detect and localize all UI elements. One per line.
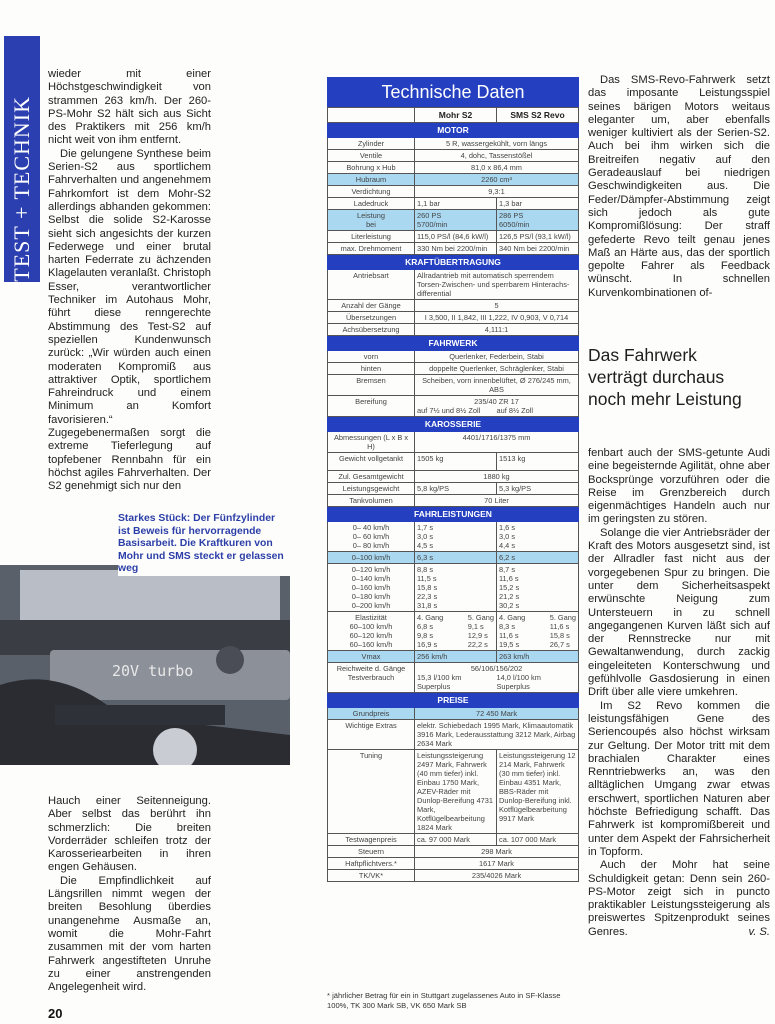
cell-text: 0– 80 km/h (352, 541, 390, 550)
section-motor: MOTOR (328, 123, 579, 138)
article-column-3-bottom (588, 447, 770, 939)
column-mohr: Mohr S2 (415, 108, 497, 123)
table-cell (328, 210, 415, 231)
cell-text: 4,5 s (417, 541, 434, 550)
cell-text: Superplus (496, 682, 530, 691)
table-cell: 6,2 s (497, 552, 579, 564)
cell-text (328, 123, 579, 138)
table-row (328, 522, 579, 552)
cell-text: 15,3 l/100 km (417, 673, 462, 682)
table-cell: elektr. Schiebedach 1995 Mark, Klimaautomatik 3916 Mark, Lederausstattung 3212 Mark, Airbag 2634 Mark (415, 720, 579, 750)
table-cell: Allradantrieb mit automatisch sperrendem Torsen-Zwischen- und sperrbarem Hinterachs-differential (415, 270, 579, 300)
cell-text: Superplus (417, 682, 451, 691)
table-row (328, 471, 579, 483)
table-cell: Bremsen (328, 375, 415, 396)
cell-text: 1,7 s (417, 523, 434, 532)
table-row (328, 870, 579, 882)
table-row (328, 375, 579, 396)
cell-text: 0– 60 km/h (352, 532, 390, 541)
table-cell: 298 Mark (415, 846, 579, 858)
table-title: Technische Daten (327, 77, 579, 107)
table-row (328, 312, 579, 324)
cell-text (417, 673, 497, 691)
table-cell: vorn (328, 351, 415, 363)
engine-photo (0, 565, 290, 765)
cell-text: 11,5 s (417, 574, 437, 583)
table-cell: Bereifung (328, 396, 415, 417)
table-cell (328, 564, 415, 612)
table-cell: ca. 107 000 Mark (497, 834, 579, 846)
table-cell (415, 564, 497, 612)
table-cell: Gewicht vollgetankt (328, 453, 415, 471)
table-row (328, 495, 579, 507)
cell-text: 11,6 s (499, 574, 519, 583)
cell-text (328, 255, 579, 270)
table-row (328, 150, 579, 162)
cell-text (417, 613, 494, 649)
table-cell: Leistungsgewicht (328, 483, 415, 495)
subheadline (588, 344, 770, 410)
table-row (328, 363, 579, 375)
table-cell: 6,3 s (415, 552, 497, 564)
table-cell (497, 210, 579, 231)
table-cell: Achsübersetzung (328, 324, 415, 336)
article-column-3-top (588, 74, 770, 300)
cell-text (417, 406, 576, 415)
table-cell: 4401/1716/1375 mm (415, 432, 579, 453)
section-band (4, 36, 40, 282)
cell-text: 60–100 km/h (349, 622, 393, 631)
cell-text: 235/40 ZR 17 (474, 397, 519, 406)
table-cell (328, 663, 415, 693)
table-cell: I 3,500, II 1,842, III 1,222, IV 0,903, V 0,714 (415, 312, 579, 324)
cell-text: 56/106/156/202 (470, 664, 523, 673)
table-row (328, 300, 579, 312)
table-cell: 1505 kg (415, 453, 497, 471)
table-cell: 5 (415, 300, 579, 312)
table-row (328, 564, 579, 612)
subheadline-line: Das Fahrwerk (588, 345, 697, 365)
cell-text: 31,8 s (417, 601, 438, 610)
table-row (328, 612, 579, 651)
table-cell: Zul. Gesamtgewicht (328, 471, 415, 483)
cell-text (550, 613, 576, 649)
subheadline-line: verträgt durchaus (588, 367, 725, 387)
table-cell: Vmax (328, 651, 415, 663)
cell-text: 0–120 km/h (351, 565, 391, 574)
table-cell: Tankvolumen (328, 495, 415, 507)
cell-text: 9,8 s (417, 631, 434, 640)
table-cell: Ventile (328, 150, 415, 162)
table-cell: Leistungssteigerung 12 214 Mark, Fahrwerk (30 mm tiefer) inkl. Einbau 4351 Mark, BBS-Räder mit Dunlop-Bereifung inkl. Kotflügelbearbeitung 9917 Mark (497, 750, 579, 834)
table-cell (415, 396, 579, 417)
cell-text: 0–140 km/h (351, 574, 391, 583)
paragraph: Die gelungene Synthese beim Serien-S2 aus sportlichem Fahrverhalten und angenehmem Fahrkomfort ist dem Mohr-S2 allerdings abhanden gekommen: Selbst die solide S2-Karosse sieht sich angesichts der kurzen Federwege und einer brutal harten Federrate zu ächzenden Klagelauten veranlaßt. Christoph Esser, verantwortlicher Techniker im Autohaus Mohr, führt diese renngerechte Abstimmung des Test-S2 auf speziellen Kundenwunsch zurück: „Wir würden auch einen moderaten Kompromiß aus attraktiver Optik, sportlichem Fahreindruck und einem Minimum an Komfort favorisieren.“ Zugegebenermaßen sorgt die extreme Tieferlegung auf topfebener Rennbahn für ein höchst agiles Fahrverhalten. Der S2 genehmigt sich nur den (48, 147, 211, 493)
paragraph: Das SMS-Revo-Fahrwerk setzt das imposante Leistungsspiel seines bärigen Motors weitaus eleganter um, aber ebenfalls weniger kultiviert als der Serien-S2. Auch bei ihm wirken sich die Breitreifen negativ auf den Geradeauslauf bei niedrigen Geschwindigkeiten aus. Die Feder/Dämpfer-Abstimmung zeigt sich jedoch als gute Kompromißlösung: Der straff gefederte Revo teilt genau jenes Maß an Härte aus, das der sportlich gepolte Fahrer als Feedback wünscht. In schnellen Kurvenkombinationen of- (588, 74, 770, 299)
table-row (328, 432, 579, 453)
cell-text: 16,9 s (417, 640, 438, 649)
table-row (328, 651, 579, 663)
table-cell: doppelte Querlenker, Schräglenker, Stabi (415, 363, 579, 375)
cell-text: auf 7½ und 8½ Zoll (417, 406, 481, 415)
table-cell (415, 522, 497, 552)
table-cell: max. Drehmoment (328, 243, 415, 255)
table-cell: 263 km/h (497, 651, 579, 663)
cell-text: 9,1 s (467, 622, 484, 631)
cell-text: 260 PS (417, 211, 442, 220)
cell-text: Reichweite d. Gänge (336, 664, 406, 673)
cell-text: 15,8 s (417, 583, 438, 592)
cell-text: 14,0 l/100 km (496, 673, 541, 682)
table-cell: 2260 cm³ (415, 174, 579, 186)
table-cell: Wichtige Extras (328, 720, 415, 750)
cell-text (328, 336, 579, 351)
table-cell: 81,0 x 86,4 mm (415, 162, 579, 174)
table-cell: 330 Nm bei 2200/min (415, 243, 497, 255)
cell-text: 11,6 s (499, 631, 519, 640)
table-row (328, 243, 579, 255)
table-row (328, 834, 579, 846)
table-cell: 4,111:1 (415, 324, 579, 336)
paragraph: Im S2 Revo kommen die leistungsfähigen Gene des Seriencoupés also höchst wirksam zur Geltung. Der Motor tritt mit dem brachialen Charakter eines Renntriebwerks an, was den alltäglichen Umgang zwar etwas erschwert, sportlichen Naturen aber höchste Befriedigung schafft. Das Fahrwerk ist kompromißbereit und unter dem Aspekt der Fahrsicherheit in Topform. (588, 699, 770, 858)
table-row (328, 453, 579, 471)
cell-text: 6050/min (499, 220, 530, 229)
table-cell: 1,1 bar (415, 198, 497, 210)
cell-text: 4. Gang (417, 613, 444, 622)
table-cell (415, 663, 579, 693)
table-row (328, 351, 579, 363)
section-label: TEST + TECHNIK (9, 96, 34, 282)
table-cell: Ladedruck (328, 198, 415, 210)
table-cell: Testwagenpreis (328, 834, 415, 846)
table-cell: Querlenker, Federbein, Stabi (415, 351, 579, 363)
table-row (328, 708, 579, 720)
table-row (328, 858, 579, 870)
cell-text: 60–160 km/h (349, 640, 393, 649)
cell-text: 19,5 s (499, 640, 520, 649)
table-row (328, 720, 579, 750)
table-cell: 340 Nm bei 2200/min (497, 243, 579, 255)
table-cell: 5 R, wassergekühlt, vorn längs (415, 138, 579, 150)
table-row (328, 552, 579, 564)
table-cell: 1513 kg (497, 453, 579, 471)
paragraph: Auch der Mohr hat seine Schuldigkeit getan: Denn sein 260-PS-Motor zeigt sich in puncto praktikabler Leistungssteigerung als preiswertes Spitzenprodukt seines Genres. v. S. (588, 859, 770, 938)
section-preise: PREISE (328, 693, 579, 708)
cell-text: 0–160 km/h (351, 583, 391, 592)
cell-text: Leistung (357, 211, 385, 220)
engine-label: 20V turbo (112, 662, 194, 680)
table-cell: 235/4026 Mark (415, 870, 579, 882)
table-cell (328, 522, 415, 552)
table-row (328, 174, 579, 186)
table-cell: 72 450 Mark (415, 708, 579, 720)
table-cell: Übersetzungen (328, 312, 415, 324)
cell-text (497, 673, 577, 691)
table-cell: 70 Liter (415, 495, 579, 507)
table-row (328, 750, 579, 834)
table-cell: Antriebsart (328, 270, 415, 300)
table-cell: Haftpflichtvers.* (328, 858, 415, 870)
table-header-row (328, 108, 579, 123)
cell-text: 30,2 s (499, 601, 520, 610)
cell-text: 5700/min (417, 220, 448, 229)
table-cell: 1,3 bar (497, 198, 579, 210)
cell-text (417, 613, 443, 649)
table-row (328, 231, 579, 243)
cell-text: 0– 40 km/h (352, 523, 390, 532)
table-cell (415, 612, 497, 651)
table-row (328, 138, 579, 150)
cell-text (417, 673, 576, 691)
table-cell: TK/VK* (328, 870, 415, 882)
photo-caption: Starkes Stück: Der Fünfzylinder ist Beweis für hervorragende Basisarbeit. Die Kraftkuren von Mohr und SMS steckt er gelassen weg (118, 513, 290, 576)
table-row (328, 186, 579, 198)
paragraph: Hauch einer Seitenneigung. Aber selbst das berührt ihn schmerzlich: Die breiten Vorderräder schleifen trotz der Karosseriearbeiten in ihren engen Gehäusen. (48, 795, 211, 874)
cell-text: 0–180 km/h (351, 592, 391, 601)
cell-text (328, 693, 579, 708)
table-row (328, 483, 579, 495)
section-fahrleistungen: FAHRLEISTUNGEN (328, 507, 579, 522)
table-cell: 5,8 kg/PS (415, 483, 497, 495)
table-cell: Grundpreis (328, 708, 415, 720)
table-row (328, 846, 579, 858)
cell-text: 0–200 km/h (351, 601, 391, 610)
table-cell: Literleistung (328, 231, 415, 243)
section-fahrwerk: FAHRWERK (328, 336, 579, 351)
table-cell (497, 564, 579, 612)
paragraph: Die Empfindlichkeit auf Längsrillen nimmt wegen der breiten Besohlung überdies unangenehme Ausmaße an, womit die Mohr-Fahrt zusammen mit der vom harten Fahrwerk angestifteten Unruhe zu einer anstrengenden Angelegenheit wird. (48, 874, 211, 994)
cell-text: 6,8 s (417, 622, 434, 631)
table-footnote: * jährlicher Betrag für ein in Stuttgart zugelassenes Auto in SF-Klasse 100%, TK 300 Mark SB, VK 650 Mark SB (327, 991, 561, 1010)
paragraph: fenbart auch der SMS-getunte Audi eine begeisternde Agilität, ohne aber Bocksprünge vorzuführen oder die Reise im Grenzbereich durch eigenmächtiges Handeln auch nur im geringsten zu stören. (588, 447, 770, 526)
cell-text: 8,3 s (499, 622, 516, 631)
spec-table (327, 77, 579, 882)
cell-text: 1,6 s (499, 523, 516, 532)
column-sms: SMS S2 Revo (497, 108, 579, 123)
cell-text (468, 613, 494, 649)
table-cell: 5,3 kg/PS (497, 483, 579, 495)
table-cell: 126,5 PS/l (93,1 kW/l) (497, 231, 579, 243)
author-signature: v. S. (748, 925, 770, 938)
cell-text (328, 417, 579, 432)
cell-text: 286 PS (499, 211, 524, 220)
table-cell: 4, dohc, Tassenstößel (415, 150, 579, 162)
cell-text: 4,4 s (499, 541, 516, 550)
cell-text (499, 613, 525, 649)
table-row (328, 198, 579, 210)
cell-text: 11,6 s (549, 622, 570, 631)
table-cell: Steuern (328, 846, 415, 858)
cell-text: bei (366, 220, 376, 229)
paragraph: wieder mit einer Höchstgeschwindigkeit von strammen 263 km/h. Der 260-PS-Mohr S2 hält sich aus Sicht des Praktikers mit 256 km/h nicht weit von ihm entfernt. (48, 68, 211, 147)
table-cell: 0–100 km/h (328, 552, 415, 564)
table-row (328, 396, 579, 417)
table-cell: 1617 Mark (415, 858, 579, 870)
table-cell (497, 612, 579, 651)
table-cell (415, 210, 497, 231)
cell-text: 22,2 s (467, 640, 488, 649)
cell-text: 4. Gang (499, 613, 526, 622)
table-cell (328, 612, 415, 651)
table-cell: Zylinder (328, 138, 415, 150)
page-number: 20 (48, 1006, 63, 1021)
cell-text: Testverbrauch (347, 673, 395, 682)
cell-text: Elastizität (355, 613, 387, 622)
cell-text: 21,2 s (499, 592, 520, 601)
table-row (328, 162, 579, 174)
cell-text: 5. Gang (467, 613, 494, 622)
cell-text: 15,8 s (549, 631, 570, 640)
subheadline-line: noch mehr Leistung (588, 389, 742, 409)
article-column-1-top (48, 68, 211, 494)
cell-text: 26,7 s (549, 640, 570, 649)
cell-text: 3,0 s (417, 532, 434, 541)
table-cell: Leistungssteigerung 2497 Mark, Fahrwerk (40 mm tiefer) inkl. Einbau 1750 Mark, AZEV-Räder mit Dunlop-Bereifung 4731 Mark, Kotflügelbearbeitung 1824 Mark (415, 750, 497, 834)
table-row (328, 663, 579, 693)
table-cell (497, 522, 579, 552)
cell-text: 22,3 s (417, 592, 438, 601)
table-cell: Scheiben, vorn innenbelüftet, Ø 276/245 mm, ABS (415, 375, 579, 396)
cell-text: 8,7 s (499, 565, 516, 574)
paragraph: Solange die vier Antriebsräder der Kraft des Motors ausgesetzt sind, ist der Allradler fast nicht aus der vorgegebenen Spur zu bringen. Die unter dem Sicherheitsaspekt erwünschte Neigung zum Untersteuern in zu schnell angegangenen Kurven läßt sich auf der Rennstrecke nur mit Gewaltanwendung, durch zackig eingeleiteten Konterschwung und gefühlvolle Gasdosierung in einen Drift über alle viere umkehren. (588, 526, 770, 699)
table-cell: 1880 kg (415, 471, 579, 483)
table-cell: Anzahl der Gänge (328, 300, 415, 312)
table-row (328, 324, 579, 336)
table-cell: Tuning (328, 750, 415, 834)
cell-text: auf 8½ Zoll (496, 406, 534, 415)
cell-text: 12,9 s (467, 631, 488, 640)
table-row (328, 210, 579, 231)
table-cell: Bohrung x Hub (328, 162, 415, 174)
cell-text: 8,8 s (417, 565, 434, 574)
table-cell (328, 108, 415, 123)
table-cell: 9,3:1 (415, 186, 579, 198)
cell-text: 3,0 s (499, 532, 516, 541)
cell-text (328, 507, 579, 522)
cell-text: 15,2 s (499, 583, 520, 592)
table-cell: Verdichtung (328, 186, 415, 198)
cell-text (499, 613, 576, 649)
table-cell: hinten (328, 363, 415, 375)
section-kraftuebertragung: KRAFTÜBERTRAGUNG (328, 255, 579, 270)
cell-text: 60–120 km/h (349, 631, 393, 640)
table-cell: 115,0 PS/l (84,6 kW/l) (415, 231, 497, 243)
table-cell: Hubraum (328, 174, 415, 186)
table-cell: 256 km/h (415, 651, 497, 663)
table-row (328, 270, 579, 300)
table-cell: ca. 97 000 Mark (415, 834, 497, 846)
section-karosserie: KAROSSERIE (328, 417, 579, 432)
article-column-1-bottom (48, 795, 211, 994)
cell-text: 5. Gang (549, 613, 576, 622)
table-cell: Abmessungen (L x B x H) (328, 432, 415, 453)
